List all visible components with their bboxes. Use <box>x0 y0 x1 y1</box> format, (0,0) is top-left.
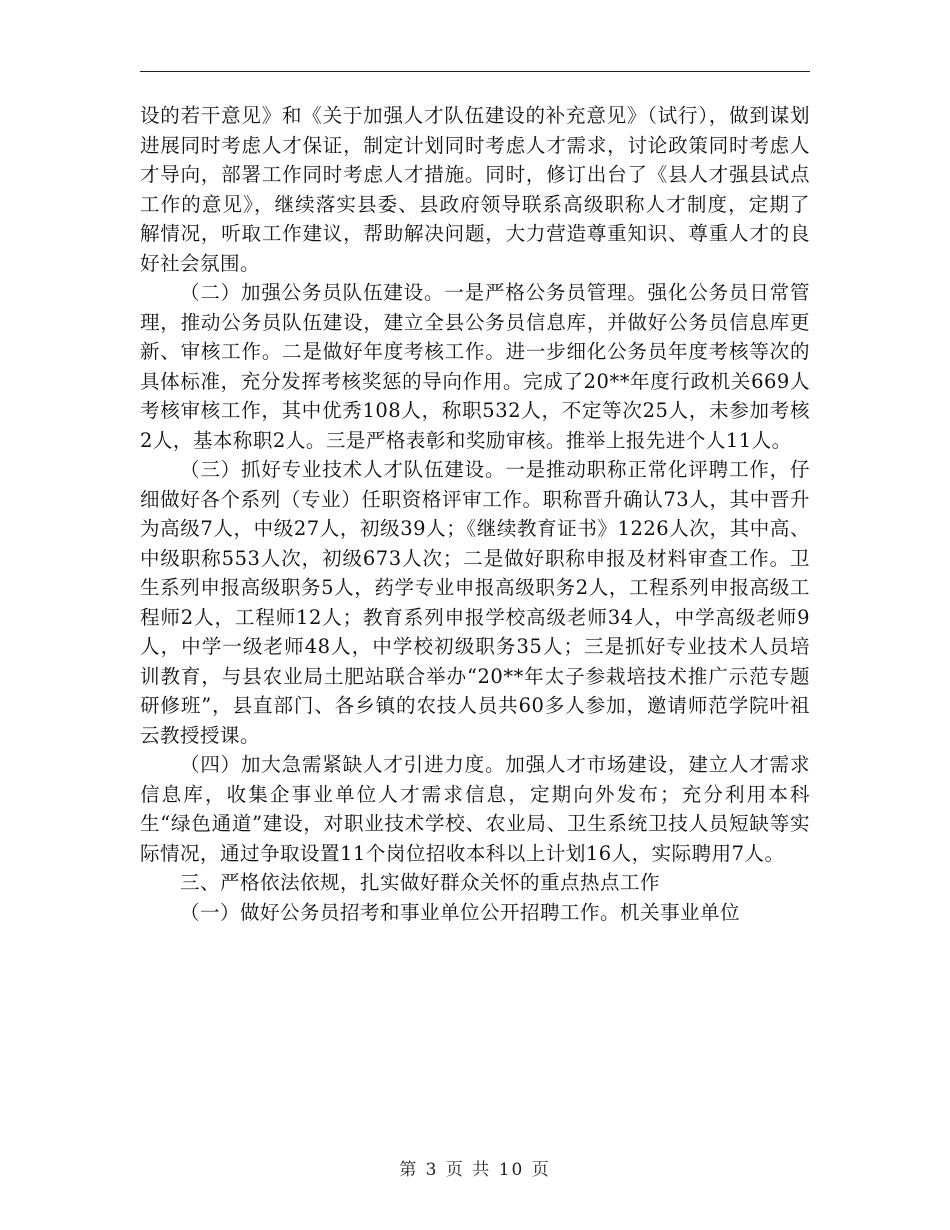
paragraph-civil-servants: （二）加强公务员队伍建设。一是严格公务员管理。强化公务员日常管理，推动公务员队伍建设，建立全县公务员信息库，并做好公务员信息库更新、审核工作。二是做好年度考核工作。进一步细化公务员年度考核等次的具体标准，充分发挥考核奖惩的导向作用。完成了20**年度行政机关669人考核审核工作，其中优秀108人，称职532人，不定等次25人，未参加考核2人，基本称职2人。三是严格表彰和奖励审核。推举上报先进个人11人。 <box>140 281 810 452</box>
paragraph-recruitment-exam: （一）做好公务员招考和事业单位公开招聘工作。机关事业单位 <box>180 900 741 924</box>
paragraph-talent-recruitment: （四）加大急需紧缺人才引进力度。加强人才市场建设，建立人才需求信息库，收集企事业单位人才需求信息，定期向外发布；充分利用本科生“绿色通道”建设，对职业技术学校、农业局、卫生系统卫技人员短缺等实际情况，通过争取设置11个岗位招收本科以上计划16人，实际聘用7人。 <box>140 753 810 865</box>
paragraph-technical-talent: （三）抓好专业技术人才队伍建设。一是推动职称正常化评聘工作，仔细做好各个系列（专业）任职资格评审工作。职称晋升确认73人，其中晋升为高级7人，中级27人，初级39人；《继续教育证书》1226人次，其中高、中级职称553人次，初级673人次；二是做好职称申报及材料审查工作。卫生系列申报高级职务5人，药学专业申报高级职务2人，工程系列申报高级工程师2人，工程师12人；教育系列申报学校高级老师34人，中学高级老师9人，中学一级老师48人，中学校初级职务35人；三是抓好专业技术人员培训教育，与县农业局土肥站联合举办“20**年太子参栽培技术推广示范专题研修班”，县直部门、各乡镇的农技人员共60多人参加，邀请师范学院叶祖云教授授课。 <box>140 458 810 747</box>
section-heading: 三、严格依法依规，扎实做好群众关怀的重点热点工作 <box>180 871 661 894</box>
page-number-footer: 第 3 页 共 10 页 <box>399 1160 551 1180</box>
body-text <box>140 101 810 927</box>
header-rule <box>140 71 810 72</box>
paragraph-continuation: 设的若干意见》和《关于加强人才队伍建设的补充意见》（试行），做到谋划进展同时考虑人才保证，制定计划同时考虑人才需求，讨论政策同时考虑人才导向，部署工作同时考虑人才措施。同时，修订出台了《县人才强县试点工作的意见》，继续落实县委、县政府领导联系高级职称人才制度，定期了解情况，听取工作建议，帮助解决问题，大力营造尊重知识、尊重人才的良好社会氛围。 <box>140 104 810 275</box>
